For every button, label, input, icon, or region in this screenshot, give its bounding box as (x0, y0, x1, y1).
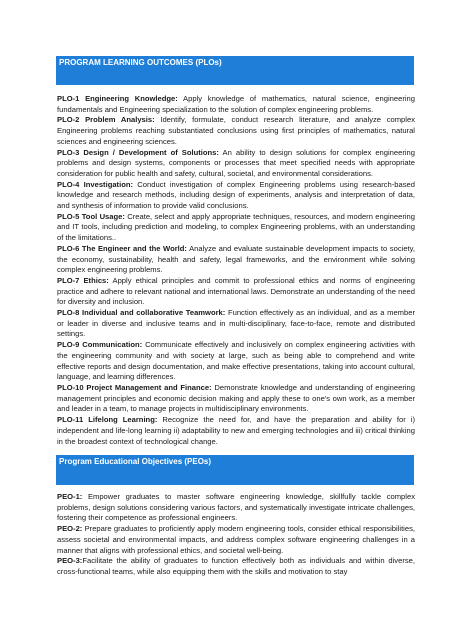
plo-label: PLO-9 Communication: (57, 340, 143, 350)
plo-item (57, 383, 415, 415)
peo-text: Prepare graduates to proficiently apply modern engineering tools, consider ethical responsibilities, assess societal and environmental impacts, and address complex software engineering challenges in a manner that aligns with professional ethics, and societal well-being. (57, 524, 415, 555)
plo-text: Demonstrate knowledge and understanding of engineering management principles and economic decision making and apply these to one's own work, as a member and leader in a team, to manage projects in multidisciplinary environments. (57, 382, 415, 414)
plo-section-title: PROGRAM LEARNING OUTCOMES (PLOs) (59, 58, 222, 67)
plo-label: PLO-10 Project Management and Finance: (57, 382, 212, 392)
plo-text: Identify, formulate, conduct research literature, and analyze complex Engineering problems reaching substantiated conclusions using first principles of mathematics, natural sciences and engineering sciences. (57, 115, 415, 146)
plo-label: PLO-1 Engineering Knowledge: (57, 94, 178, 103)
plo-text: Apply knowledge of mathematics, natural science, engineering fundamentals and Engineering specialization to the solution of complex engineering problems. (57, 94, 415, 114)
plo-item (57, 244, 415, 276)
plo-text: Analyze and evaluate sustainable development impacts to society, the economy, sustainability, health and safety, legal frameworks, and the environment while solving complex engineering problems. (57, 243, 415, 275)
peo-section-title: Program Educational Objectives (PEOs) (59, 457, 212, 466)
plo-label: PLO-3 Design / Development of Solutions: (57, 147, 219, 157)
plo-label: PLO-8 Individual and collaborative Teamwork: (57, 308, 226, 318)
peo-text: Facilitate the ability of graduates to function effectively both as individuals and within diverse, cross-functional teams, while also equipping them with the skills and motivation to stay (57, 556, 415, 576)
plo-item (57, 115, 415, 147)
plo-label: PLO-7 Ethics: (57, 275, 109, 285)
plo-text: Function effectively as an individual, and as a member or leader in diverse and inclusive teams and in multi-disciplinary, face-to-face, remote and distributed settings. (57, 308, 415, 339)
peo-item (57, 556, 415, 577)
plo-text: Conduct investigation of complex Engineering problems using research-based knowledge and research methods, including design of experiments, analysis and interpretation of data, and synthesis of information to provide valid conclusions. (57, 179, 416, 211)
plo-label: PLO-4 Investigation: (57, 179, 134, 189)
plo-item (57, 415, 415, 447)
plo-label: PLO-2 Problem Analysis: (57, 115, 155, 125)
peo-item (57, 524, 415, 556)
plo-item (57, 180, 415, 212)
plo-text: Apply ethical principles and commit to professional ethics and norms of engineering practice and adhere to relevant national and international laws. Demonstrate an understanding of the need for diversity and inclusion. (57, 275, 415, 307)
plo-list (57, 94, 415, 447)
peo-item (57, 492, 415, 524)
peo-label: PEO-3: (57, 556, 83, 566)
plo-label: PLO-6 The Engineer and the World: (57, 243, 187, 253)
plo-text: Create, select and apply appropriate techniques, resources, and modern engineering and IT tools, including prediction and modeling, to complex Engineering problems, with an understanding of the limitations.. (57, 211, 415, 243)
plo-text: Communicate effectively and inclusively on complex engineering activities with the engineering community and with society at large, such as being able to comprehend and write effective reports and design documentation, and make effective presentations, taking into account cultural, language, and learning differences. (57, 340, 415, 382)
peo-section-header (56, 455, 414, 485)
plo-text: Recognize the need for, and have the preparation and ability for i) independent and life-long learning ii) adaptability to new and emerging technologies and iii) critical thinking in the broadest context of technological change. (57, 415, 415, 446)
plo-label: PLO-5 Tool Usage: (57, 211, 125, 221)
plo-label: PLO-11 Lifelong Learning: (57, 415, 158, 425)
plo-text: An ability to design solutions for complex engineering problems and design systems, components or processes that meet specified needs with appropriate consideration for public health and safety, cultural, societal, and environmental considerations. (57, 147, 416, 178)
peo-list (57, 492, 415, 578)
plo-item (57, 340, 415, 383)
plo-section-header (56, 56, 414, 85)
peo-text: Empower graduates to master software engineering knowledge, skillfully tackle complex problems, design solutions considering various factors, and systematically investigate intricate challenges, fostering their competence as professional engineers. (57, 492, 415, 523)
plo-item (57, 276, 415, 308)
plo-item (57, 308, 415, 340)
peo-label: PEO-2: (57, 524, 83, 534)
plo-item (57, 148, 415, 180)
peo-label: PEO-1: (57, 492, 83, 501)
plo-item (57, 94, 415, 115)
plo-item (57, 212, 415, 244)
